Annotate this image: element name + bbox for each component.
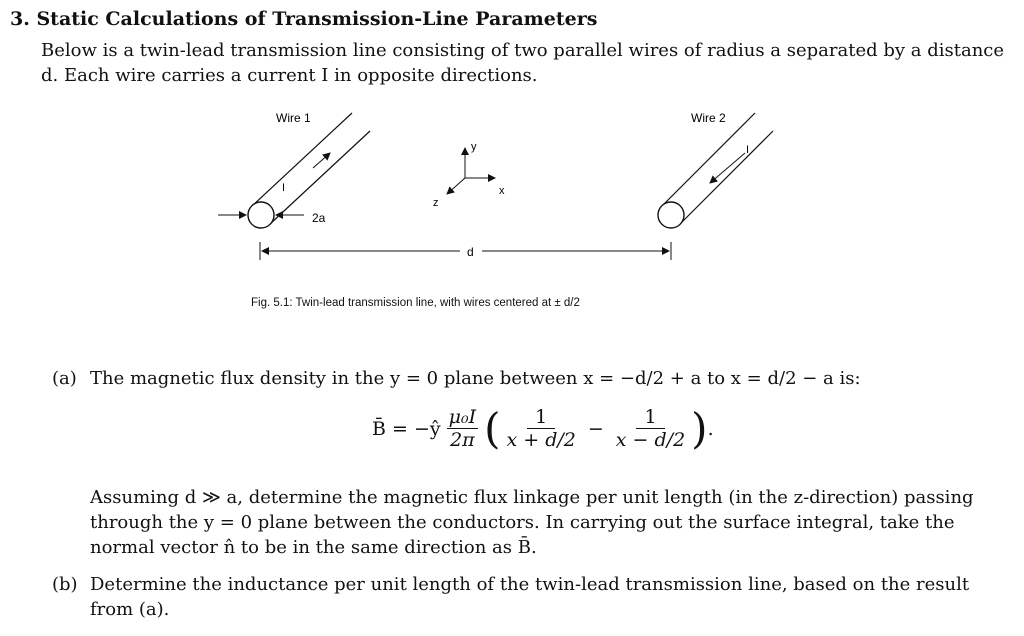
eq-frac2-num: 1 (636, 406, 664, 429)
eq-coef-num: μ₀I (448, 406, 477, 428)
equation: B̄ = −ŷ $\frac{\text{μ₀I}}{2\pi}$ ( $\frac{1}{x + d/2}$ − $\frac{1}{x - d/2}$ ) . (372, 403, 714, 453)
eq-frac1-den: x + d/2 (506, 429, 576, 451)
current-arrow-1 (313, 153, 330, 168)
figure-caption: Fig. 5.1: Twin-lead transmission line, with wires centered at ± d/2 (251, 297, 580, 309)
instruction-line-3: normal vector n̂ to be in the same direction as B̄. (90, 537, 537, 558)
eq-coef-den: 2π (450, 429, 475, 451)
part-b-line-1: Determine the inductance per unit length of the twin-lead transmission line, based on the result (90, 574, 970, 595)
problem-intro (41, 38, 1011, 88)
distance-label: d (467, 245, 474, 259)
axis-y-label: y (471, 141, 477, 153)
current-label-1: I (282, 182, 286, 194)
part-a-instructions (90, 485, 1005, 560)
diameter-label: 2a (312, 211, 326, 225)
eq-frac1-num: 1 (527, 406, 555, 429)
instruction-line-2: through the y = 0 plane between the conductors. In carrying out the surface integral, take the (90, 512, 955, 533)
intro-line-1: Below is a twin-lead transmission line consisting of two parallel wires of radius a separated by a distance (41, 40, 1005, 61)
intro-line-2: d. Each wire carries a current I in opposite directions. (41, 65, 538, 86)
instruction-line-1: Assuming d ≫ a, determine the magnetic flux linkage per unit length (in the z-direction) passing (90, 487, 974, 508)
coordinate-axes (447, 148, 495, 194)
part-b-text (90, 572, 1005, 622)
wire-1 (218, 113, 370, 228)
twin-lead-figure (200, 98, 750, 298)
part-b-line-2: from (a). (90, 599, 170, 620)
part-a-label: (a) (52, 368, 77, 389)
wire-2-label: Wire 2 (691, 111, 726, 125)
eq-minus: − (587, 417, 604, 440)
part-a-statement: The magnetic flux density in the y = 0 plane between x = −d/2 + a to x = d/2 − a is: (90, 368, 861, 389)
current-label-2: I (746, 144, 750, 156)
wire-2 (658, 113, 773, 228)
axis-z-label: z (433, 197, 439, 209)
eq-lhs: B̄ = −ŷ (372, 417, 441, 440)
problem-heading: 3. Static Calculations of Transmission-Line Parameters (10, 8, 598, 30)
current-arrow-2 (710, 153, 745, 183)
distance-dimension (260, 242, 671, 260)
part-b-label: (b) (52, 574, 78, 595)
wire-1-label: Wire 1 (276, 111, 311, 125)
axis-x-label: x (499, 185, 505, 197)
eq-frac2-den: x − d/2 (615, 429, 686, 451)
